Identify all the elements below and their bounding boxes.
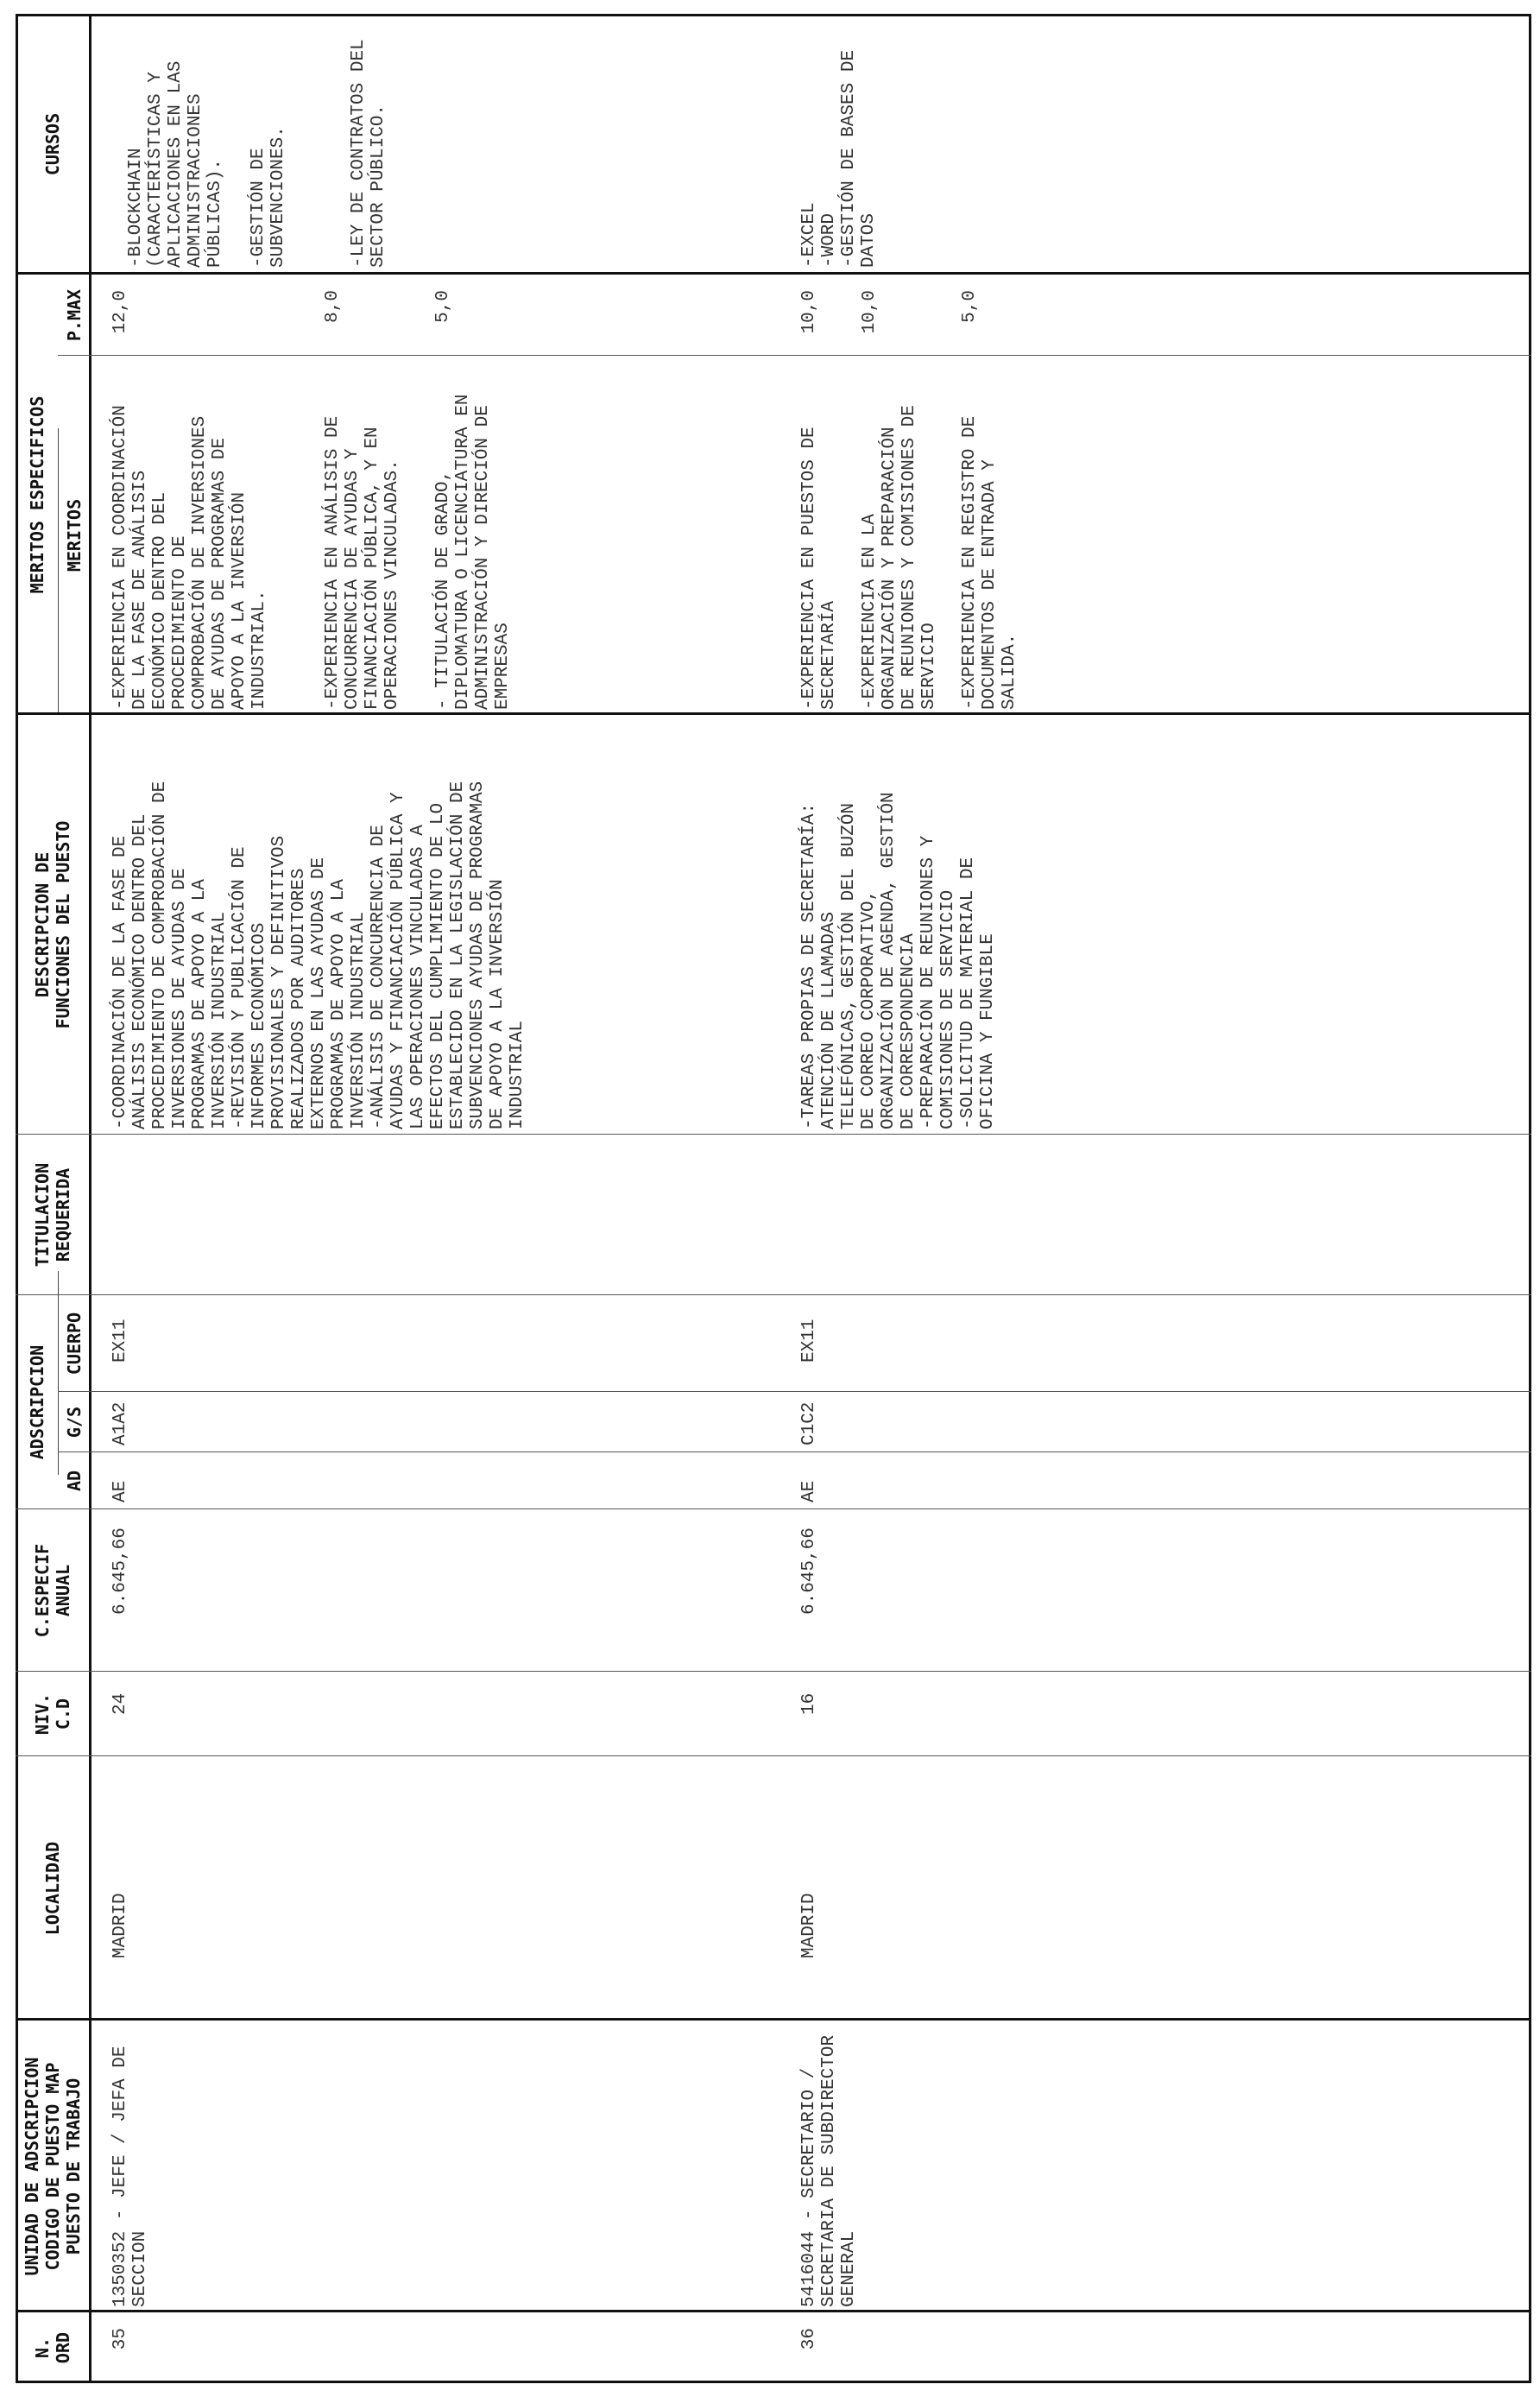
row-gs: A1A2	[110, 1401, 130, 1445]
header-gs: G/S	[64, 1406, 85, 1439]
col-sep-nord	[16, 2310, 1531, 2312]
header-n-ord: N. ORD	[32, 2331, 73, 2364]
row-c-especif: 6.645,66	[110, 1527, 130, 1615]
col-sep-cespecif	[16, 1508, 1531, 1509]
row-c-especif: 6.645,66	[799, 1527, 819, 1615]
row-merito: - TITULACIÓN DE GRADO, DIPLOMATURA O LICENCIATURA EN ADMINISTRACIÓN Y DIRECIÓN DE EMPRESAS	[433, 394, 513, 710]
row-pmax: 12,0	[110, 290, 130, 334]
row-curso: -BLOCKCHAIN (CARACTERÍSTICAS Y APLICACIONES EN LAS ADMINISTRACIONES PÚBLICAS).	[126, 60, 225, 268]
header-cursos: CURSOS	[42, 112, 63, 176]
row-gs: C1C2	[799, 1401, 819, 1445]
row-pmax: 5,0	[433, 290, 453, 323]
row-pmax: 10,0	[799, 290, 819, 334]
col-sep-localidad	[16, 1755, 1531, 1756]
row-ad: AE	[799, 1480, 819, 1502]
row-merito: -EXPERIENCIA EN REGISTRO DE DOCUMENTOS DE ENTRADA Y SALIDA.	[960, 415, 1019, 710]
row-n-ord: 35	[110, 2328, 130, 2350]
row-curso: -GESTIÓN DE SUBVENCIONES.	[249, 126, 288, 268]
col-sep-nivel	[16, 1671, 1531, 1672]
row-merito: -EXPERIENCIA EN PUESTOS DE SECRETARÍA	[799, 427, 839, 710]
col-sep-ad	[58, 1451, 1531, 1452]
header-c-especif: C.ESPECIF ANUAL	[32, 1543, 73, 1638]
header-titulacion: TITULACION REQUERIDA	[32, 1162, 73, 1268]
header-localidad: LOCALIDAD	[42, 1841, 63, 1936]
header-adscripcion: ADSCRIPCION	[27, 1344, 47, 1460]
col-sep-cuerpo	[16, 1294, 1531, 1295]
col-sep-titulacion	[16, 1134, 1531, 1135]
header-unidad: UNIDAD DE ADSCRIPCION CODIGO DE PUESTO MAP PUESTO DE TRABAJO	[22, 2057, 84, 2276]
row-pmax: 8,0	[323, 290, 343, 323]
row-ad: AE	[110, 1480, 130, 1502]
row-nivel: 16	[799, 1692, 819, 1715]
header-descripcion: DESCRIPCION DE FUNCIONES DEL PUESTO	[32, 820, 73, 1029]
row-curso: -EXCEL -WORD -GESTIÓN DE BASES DE DATOS	[799, 49, 879, 268]
row-pmax: 10,0	[860, 290, 880, 334]
row-curso: -LEY DE CONTRATOS DEL SECTOR PÚBLICO.	[349, 39, 388, 268]
col-sep-unidad	[16, 2018, 1531, 2021]
header-p-max: P.MAX	[64, 288, 85, 342]
row-n-ord: 36	[799, 2328, 819, 2350]
row-descripcion: -TAREAS PROPIAS DE SECRETARÍA: ATENCIÓN DE LLAMADAS TELEFÓNICAS, GESTIÓN DEL BUZÓN DE CORREO CORPORATIVO, ORGANIZACIÓN DE AGENDA, GESTIÓN DE CORRESPONDENCIA -PREPARACIÓN DE REUNIONES Y COMISIONES DE SERVICIO -SOLICITUD DE MATERIAL DE OFICINA Y FUNGIBLE	[799, 792, 998, 1129]
row-nivel: 24	[110, 1692, 130, 1715]
row-puesto: 1350352 - JEFE / JEFA DE SECCION	[110, 2046, 150, 2307]
col-sep-pmax	[16, 272, 1531, 275]
row-localidad: MADRID	[110, 1893, 130, 1958]
row-puesto: 5416044 - SECRETARIO / SECRETARIA DE SUBDIRECTOR GENERAL	[799, 2034, 859, 2307]
row-cuerpo: EX11	[799, 1319, 819, 1363]
row-cuerpo: EX11	[110, 1319, 130, 1363]
col-sep-descripcion	[16, 712, 1531, 715]
header-nivel: NIV. C.D	[32, 1692, 73, 1736]
header-ad: AD	[64, 1470, 85, 1492]
row-localidad: MADRID	[799, 1893, 819, 1958]
row-pmax: 5,0	[960, 290, 980, 323]
row-descripcion: -COORDINACIÓN DE LA FASE DE ANÁLISIS ECONÓMICO DENTRO DEL PROCEDIMIENTO DE COMPROBACIÓN DE INVERSIONES DE AYUDAS DE PROGRAMAS DE APOYO A LA INVERSIÓN INDUSTRIAL -REVISIÓN Y PUBLICACIÓN DE INFORMES ECONÓMICOS PROVISIONALES Y DEFINITIVOS REALIZADOS POR AUDITORES EXTERNOS EN LAS AYUDAS DE PROGRAMAS DE APOYO A LA INVERSIÓN INDUSTRIAL -ANÁLISIS DE CONCURRENCIA DE AYUDAS Y FINANCIACIÓN PÚBLICA Y LAS OPERACIONES VINCULADAS A EFECTOS DEL CUMPLIMIENTO DE LO ESTABLECIDO EN LA LEGISLACIÓN DE SUBVENCIONES AYUDAS DE PROGRAMAS DE APOYO A LA INVERSIÓN INDUSTRIAL	[110, 781, 527, 1129]
row-merito: -EXPERIENCIA EN COORDINACIÓN DE LA FASE DE ANÁLISIS ECONÓMICO DENTRO DEL PROCEDIMIENTO DE COMPROBACIÓN DE INVERSIONES DE AYUDAS DE PROGRAMAS DE APOYO A LA INVERSIÓN INDUSTRIAL.	[110, 405, 269, 710]
col-sep-gs	[58, 1391, 1531, 1392]
row-merito: -EXPERIENCIA EN ANÁLISIS DE CONCURRENCIA DE AYUDAS Y FINANCIACIÓN PÚBLICA, Y EN OPERACIONES VINCULADAS.	[323, 415, 402, 710]
row-merito: -EXPERIENCIA EN LA ORGANIZACIÓN Y PREPARACIÓN DE REUNIONES Y COMISIONES DE SERVICIO	[860, 405, 939, 710]
header-meritos: MERITOS	[64, 498, 85, 572]
header-meritos-especificos: MERITOS ESPECIFICOS	[27, 395, 47, 594]
header-cuerpo: CUERPO	[64, 1312, 85, 1376]
col-sep-meritos	[58, 355, 1531, 356]
